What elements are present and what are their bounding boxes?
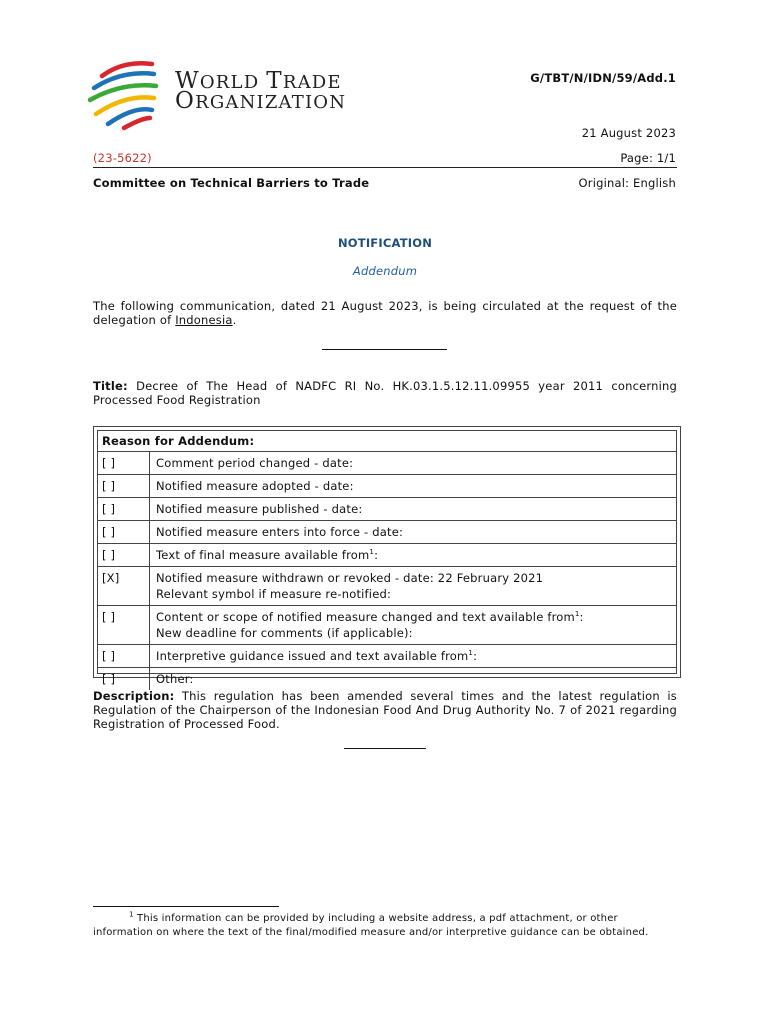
document-symbol: G/TBT/N/IDN/59/Add.1	[530, 71, 676, 85]
footnote-rule	[93, 906, 279, 907]
reason-row	[98, 645, 676, 668]
notification-heading: NOTIFICATION	[337, 236, 433, 250]
reason-row	[98, 452, 676, 475]
wto-logo	[82, 56, 168, 132]
reason-checkbox: [ ]	[98, 498, 150, 520]
footnote-reference: 1	[574, 610, 580, 619]
reason-checkbox: [ ]	[98, 544, 150, 566]
reason-text	[150, 567, 676, 605]
org-name-initial-t: T	[266, 68, 283, 94]
intro-end: .	[232, 313, 237, 327]
intro-text: The following communication, dated 21 August 2023, is being circulated at the request of the delegation of	[93, 299, 677, 327]
reason-table-inner	[97, 430, 677, 686]
title-label: Title:	[93, 379, 128, 393]
reason-text	[150, 668, 676, 690]
title-paragraph	[93, 379, 677, 407]
reason-table	[93, 426, 681, 686]
org-name-line1	[175, 68, 342, 94]
reason-text	[150, 452, 676, 474]
reason-text-tail: :	[374, 548, 379, 562]
reason-text-line1: Notified measure withdrawn or revoked - date: 22 February 2021	[156, 571, 544, 585]
reason-checkbox: [ ]	[98, 452, 150, 474]
header-rule	[93, 167, 677, 168]
reason-text-line1: Interpretive guidance issued and text available from	[156, 649, 469, 663]
reason-row	[98, 544, 676, 567]
reason-text-line2: Relevant symbol if measure re-notified:	[156, 587, 392, 601]
reason-text-line1: Notified measure published - date:	[156, 502, 363, 516]
reason-text-line1: Notified measure enters into force - date:	[156, 525, 404, 539]
title-text: Decree of The Head of NADFC RI No. HK.03.1.5.12.11.09955 year 2011 concerning Processed Food Registration	[93, 379, 677, 407]
document-number: (23-5622)	[93, 151, 152, 165]
separator-line	[322, 349, 447, 350]
separator-line-2	[344, 748, 426, 749]
reason-row	[98, 567, 676, 606]
reason-checkbox: [ ]	[98, 475, 150, 497]
description-paragraph	[93, 689, 677, 731]
reason-row	[98, 606, 676, 645]
reason-checkbox: [ ]	[98, 521, 150, 543]
footnote-text: This information can be provided by including a website address, a pdf attachment, or other information on where the text of the final/modified measure and/or interpretive guidance can be obtained.	[93, 913, 649, 938]
reason-text	[150, 544, 676, 566]
reason-text-line2: New deadline for comments (if applicable):	[156, 626, 413, 640]
org-name-initial-o: O	[175, 88, 196, 114]
org-name-initial-w: W	[175, 68, 200, 94]
description-text: This regulation has been amended several times and the latest regulation is Regulation of the Chairperson of the Indonesian Food And Drug Authority No. 7 of 2021 regarding Registration of Processed Food.	[93, 689, 677, 731]
reason-text-line1: Other:	[156, 672, 194, 686]
intro-paragraph	[93, 299, 677, 327]
org-name-world-rest: ORLD	[199, 72, 267, 93]
reason-checkbox: [X]	[98, 567, 150, 605]
org-name-line2	[175, 88, 347, 114]
reason-text	[150, 475, 676, 497]
reason-checkbox: [ ]	[98, 668, 150, 690]
reason-text-tail: :	[473, 649, 478, 663]
page-indicator: Page: 1/1	[620, 151, 676, 165]
org-name-organization-rest: RGANIZATION	[195, 92, 347, 113]
footnote-marker: 1	[129, 910, 134, 919]
reason-rows	[98, 452, 676, 690]
reason-row	[98, 668, 676, 690]
reason-row	[98, 521, 676, 544]
committee-name: Committee on Technical Barriers to Trade	[93, 176, 370, 190]
reason-text	[150, 521, 676, 543]
description-label: Description:	[93, 689, 175, 703]
footnote	[93, 912, 677, 940]
org-name-trade-rest: RADE	[282, 72, 342, 93]
reason-checkbox: [ ]	[98, 645, 150, 667]
reason-text-line1: Notified measure adopted - date:	[156, 479, 354, 493]
document-date: 21 August 2023	[581, 126, 676, 140]
reason-row	[98, 498, 676, 521]
reason-row	[98, 475, 676, 498]
reason-text-line1: Content or scope of notified measure changed and text available from	[156, 610, 575, 624]
reason-text-tail: :	[579, 610, 584, 624]
footnote-reference: 1	[468, 649, 474, 658]
original-language: Original: English	[578, 176, 676, 190]
reason-checkbox: [ ]	[98, 606, 150, 644]
reason-text-line1: Text of final measure available from	[156, 548, 370, 562]
reason-text	[150, 645, 676, 667]
reason-text	[150, 606, 676, 644]
footnote-reference: 1	[369, 548, 375, 557]
member-name: Indonesia	[175, 313, 233, 327]
reason-text	[150, 498, 676, 520]
reason-text-line1: Comment period changed - date:	[156, 456, 354, 470]
reason-heading: Reason for Addendum:	[98, 431, 676, 452]
addendum-subheading: Addendum	[352, 264, 418, 278]
